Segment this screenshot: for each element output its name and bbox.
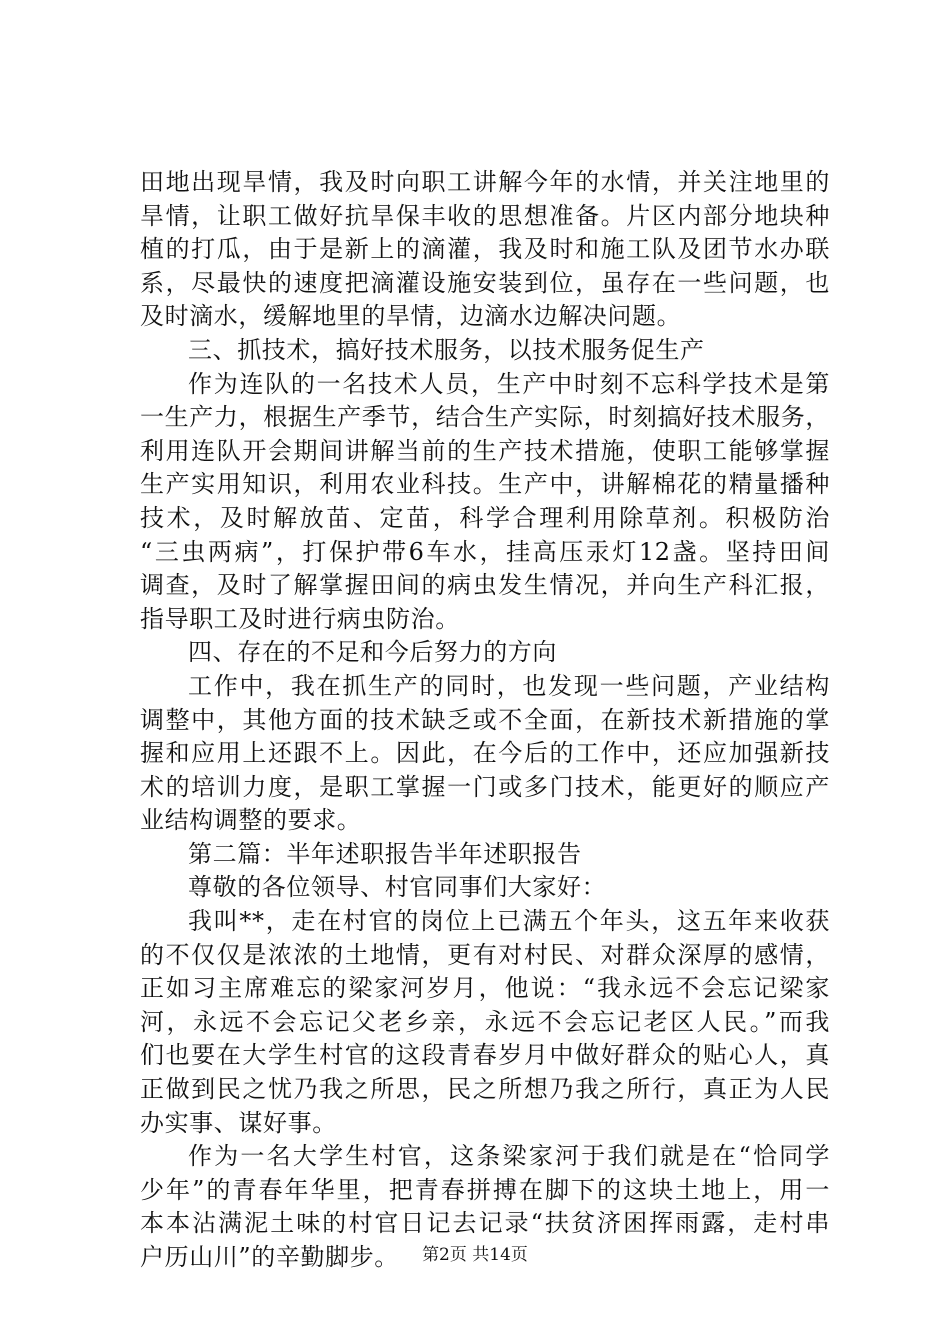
text-line: 正如习主席难忘的梁家河岁月，他说：“我永远不会忘记梁家 bbox=[140, 974, 830, 1003]
text-line: 技术，及时解放苗、定苗，科学合理利用除草剂。积极防治 bbox=[140, 503, 830, 532]
text-line: 利用连队开会期间讲解当前的生产技术措施，使职工能够掌握 bbox=[140, 436, 830, 465]
text-line: 术的培训力度，是职工掌握一门或多门技术，能更好的顺应产 bbox=[140, 772, 830, 801]
text-line: 三、抓技术，搞好技术服务，以技术服务促生产 bbox=[188, 335, 705, 364]
text-line: 正做到民之忧乃我之所思，民之所想乃我之所行，真正为人民 bbox=[140, 1075, 830, 1104]
text-line: 握和应用上还跟不上。因此，在今后的工作中，还应加强新技 bbox=[140, 739, 830, 768]
text-line: 旱情，让职工做好抗旱保丰收的思想准备。片区内部分地块种 bbox=[140, 201, 830, 230]
text-line: 田地出现旱情，我及时向职工讲解今年的水情，并关注地里的 bbox=[140, 168, 830, 196]
text-line: 系，尽最快的速度把滴灌设施安装到位，虽存在一些问题，也 bbox=[140, 268, 830, 297]
text-line: 生产实用知识，利用农业科技。生产中，讲解棉花的精量播种 bbox=[140, 470, 830, 499]
text-line: 少年”的青春年华里，把青春拼搏在脚下的这块土地上，用一 bbox=[140, 1175, 830, 1204]
text-line: 四、存在的不足和今后努力的方向 bbox=[188, 638, 557, 667]
text-line: 户历山川”的辛勤脚步。 bbox=[140, 1243, 399, 1271]
text-line: 指导职工及时进行病虫防治。 bbox=[140, 604, 460, 633]
text-line: 一生产力，根据生产季节，结合生产实际，时刻搞好技术服务， bbox=[140, 403, 830, 432]
text-line: “三虫两病”，打保护带6车水，挂高压汞灯12盏。坚持田间 bbox=[140, 537, 830, 566]
text-line: 调查，及时了解掌握田间的病虫发生情况，并向生产科汇报， bbox=[140, 571, 830, 600]
text-line: 工作中，我在抓生产的同时，也发现一些问题，产业结构 bbox=[188, 671, 830, 700]
text-line: 作为连队的一名技术人员，生产中时刻不忘科学技术是第 bbox=[188, 369, 830, 398]
text-line: 调整中，其他方面的技术缺乏或不全面，在新技术新措施的掌 bbox=[140, 705, 830, 734]
text-line: 第二篇：半年述职报告半年述职报告 bbox=[188, 839, 582, 868]
text-line: 我叫**，走在村官的岗位上已满五个年头，这五年来收获 bbox=[188, 907, 830, 936]
text-line: 办实事、谋好事。 bbox=[140, 1108, 337, 1137]
page-footer: 第2页 共14页 bbox=[422, 1245, 528, 1265]
text-line: 作为一名大学生村官，这条梁家河于我们就是在“恰同学 bbox=[188, 1142, 830, 1171]
text-line: 植的打瓜，由于是新上的滴灌，我及时和施工队及团节水办联 bbox=[140, 235, 830, 264]
text-line: 的不仅仅是浓浓的土地情，更有对村民、对群众深厚的感情， bbox=[140, 940, 830, 969]
document-body bbox=[140, 166, 830, 1275]
text-line: 业结构调整的要求。 bbox=[140, 806, 362, 835]
text-line: 河，永远不会忘记父老乡亲，永远不会忘记老区人民。”而我 bbox=[140, 1007, 830, 1036]
text-line: 们也要在大学生村官的这段青春岁月中做好群众的贴心人，真 bbox=[140, 1041, 830, 1070]
text-line: 尊敬的各位领导、村官同事们大家好： bbox=[188, 873, 607, 902]
text-line: 及时滴水，缓解地里的旱情，边滴水边解决问题。 bbox=[140, 302, 682, 331]
text-line: 本本沾满泥土味的村官日记去记录“扶贫济困挥雨露，走村串 bbox=[140, 1209, 830, 1238]
